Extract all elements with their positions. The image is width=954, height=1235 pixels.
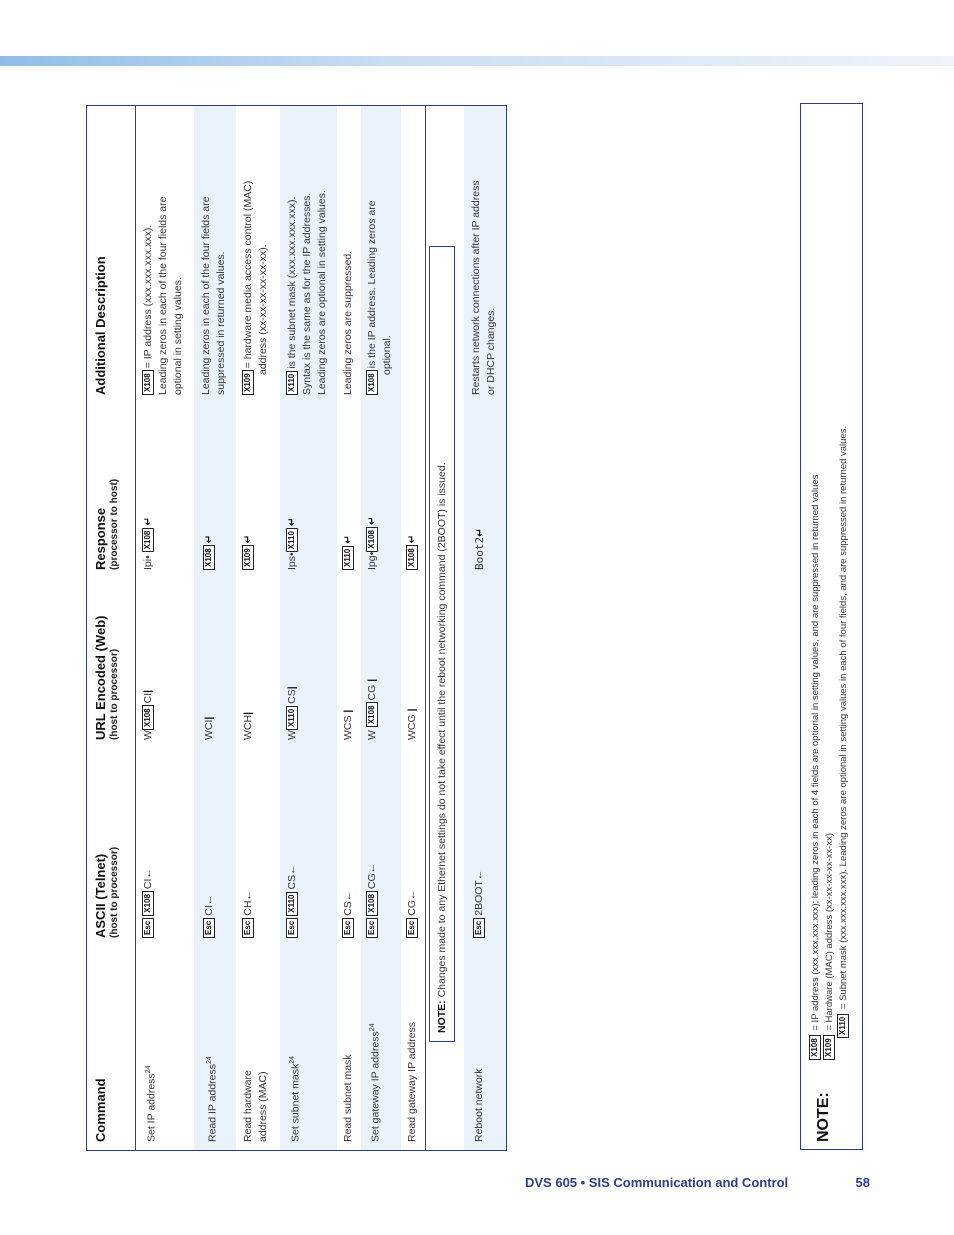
description: Leading zeros in each of the four fields are suppressed in returned values.: [200, 196, 227, 395]
esc-key-icon: Esc: [406, 918, 418, 938]
table-row: Read IP address$^{24}$ EscCI← WCI| X108↵ Leading zeros in each of the four fields are suppressed in returned values.: [194, 106, 236, 1150]
footer-title: DVS 605 • SIS Communication and Control: [525, 1175, 789, 1190]
ascii-cmd: EscX108CI←: [141, 868, 156, 938]
variable-box: X110: [286, 706, 298, 730]
esc-key-icon: Esc: [342, 918, 354, 938]
command-label: Read gateway IP address: [406, 1021, 418, 1142]
table-row: Set IP address$^{24}$ EscX108CI← WX108CI| Ipi• X108↵ X108= IP address (xxx.xxx.xxx.xxx). Leading zeros in each of the four fields are optional in setting values.: [137, 106, 194, 1150]
ascii-cmd: EscCS←: [341, 891, 356, 938]
url-cmd: WX110CS|: [286, 686, 298, 740]
response: [341, 535, 356, 570]
command-label: Set subnet mask: [289, 1063, 302, 1142]
url-cmd: WCI|: [203, 716, 215, 740]
enter-icon: ←: [366, 862, 378, 874]
variable-box: X108: [366, 702, 378, 727]
ascii-cmd: EscX108CG←: [365, 863, 380, 938]
pipe-icon: |: [242, 711, 254, 715]
return-icon: ↵: [242, 534, 254, 544]
footnote-box: [800, 103, 863, 1150]
description: X110is the subnet mask (xxx.xxx.xxx.xxx). Syntax is the same as for the IP addresses. Leading zeros are optional in setting values.: [286, 190, 328, 395]
pipe-icon: |: [406, 708, 418, 712]
response: Ipi• X108↵: [142, 516, 154, 570]
variable-box: X108: [366, 891, 378, 916]
command-label: Reboot network: [473, 1068, 485, 1142]
variable-box: X109: [242, 370, 254, 395]
pipe-icon: |: [286, 686, 298, 690]
return-icon: ↵: [142, 516, 154, 526]
response: Ips•X110↵: [286, 517, 298, 570]
header-band: [0, 56, 954, 66]
response: [241, 535, 256, 571]
enter-icon: ←: [473, 869, 485, 881]
divider: [425, 106, 426, 1150]
ascii-cmd: Esc2BOOT←: [472, 870, 487, 938]
response: Ipg•X108↵: [366, 516, 378, 570]
url-cmd: WCG |: [406, 708, 418, 740]
url-cmd: W X108CG |: [366, 678, 378, 740]
variable-box: X108: [809, 1035, 821, 1060]
pipe-icon: |: [142, 689, 154, 693]
return-icon: ↵: [203, 534, 215, 544]
ascii-cmd: EscCH←: [241, 890, 256, 938]
enter-icon: ←: [406, 889, 418, 901]
note-box: NOTE: Changes made to any Ethernet settings do not take effect until the reboot networking command (2BOOT) is issued.: [429, 246, 455, 1042]
response: Boot2↵: [473, 528, 486, 570]
variable-box: X109: [242, 545, 254, 570]
variable-box: X110: [342, 546, 354, 570]
variable-box: X108: [366, 527, 378, 552]
variable-box: X110: [837, 1014, 849, 1038]
url-cmd: WCH|: [242, 711, 254, 740]
enter-icon: ←: [342, 890, 354, 902]
variable-box: X108: [142, 528, 154, 553]
description: X108is the IP address. Leading zeros are optional.: [365, 115, 395, 395]
variable-box: X108: [142, 891, 154, 916]
response: [405, 535, 420, 571]
command-table: [86, 105, 507, 1151]
table-row: [464, 106, 506, 1150]
command-label: Read subnet mask: [342, 1054, 354, 1142]
footnote-title: NOTE:: [815, 1092, 832, 1142]
enter-icon: ←: [142, 868, 154, 879]
return-icon: ↵: [474, 528, 486, 537]
return-icon: ↵: [406, 534, 418, 544]
variable-box: X110: [286, 528, 298, 552]
enter-icon: ←: [203, 894, 215, 906]
page-number: 58: [855, 1175, 870, 1190]
esc-key-icon: Esc: [473, 918, 485, 938]
esc-key-icon: Esc: [286, 918, 298, 938]
table-row: Set gateway IP address$^{24}$ EscX108CG← W X108CG | Ipg•X108↵ X108is the IP address. Leading zeros are optional.: [361, 106, 401, 1150]
col-url-header: URL Encoded (Web) (host to processor): [93, 615, 120, 740]
variable-box: X108: [406, 545, 418, 570]
col-description-header: Additional Description: [93, 256, 108, 395]
ascii-cmd: EscCG←: [405, 890, 420, 938]
variable-box: X108: [142, 370, 154, 395]
ascii-cmd: EscX110CS←: [285, 864, 300, 938]
command-label: Read hardware: [242, 1070, 254, 1142]
table-row: [401, 106, 425, 1150]
col-response-header: Response (processor to host): [93, 478, 120, 570]
enter-icon: ←: [242, 890, 254, 901]
variable-box: X108: [142, 705, 154, 730]
esc-key-icon: Esc: [366, 918, 378, 938]
return-icon: ↵: [342, 534, 354, 544]
variable-box: X109: [823, 1035, 835, 1060]
variable-box: X110: [286, 371, 298, 395]
pipe-icon: |: [342, 709, 354, 713]
description: Restarts network connections after IP address or DHCP changes.: [470, 180, 497, 395]
footnote-line: X108 = IP address (xxx.xxx.xxx.xxx); leading zeros in each of 4 fields are optional in setting values, and are suppressed in returned values: [809, 475, 821, 1060]
esc-key-icon: Esc: [142, 918, 154, 938]
command-label: Set IP address: [145, 1073, 158, 1142]
command-label: Read IP address: [206, 1063, 219, 1142]
description: Leading zeros are suppressed.: [342, 250, 354, 395]
pipe-icon: |: [203, 716, 215, 720]
command-label: Set gateway IP address: [369, 1031, 382, 1142]
table-row: [337, 106, 361, 1150]
table-row: Read hardware address (MAC) EscCH← WCH| X109↵ X109= hardware media access control (MAC) address (xx-xx-xx-xx-xx-xx).: [236, 106, 280, 1150]
pipe-icon: |: [366, 678, 378, 682]
note-label: NOTE:: [436, 1000, 448, 1033]
esc-key-icon: Esc: [242, 918, 254, 938]
description: X109= hardware media access control (MAC) address (xx-xx-xx-xx-xx-xx).: [241, 115, 271, 395]
esc-key-icon: Esc: [203, 918, 215, 938]
footnote-line: X110 = Subnet mask (xxx.xxx.xxx.xxx). Leading zeros are optional in setting values in each of four fields, and are suppressed in returned values.: [837, 426, 849, 1038]
variable-box: X110: [286, 892, 298, 916]
ascii-cmd: EscCI←: [202, 895, 217, 938]
table-row: Set subnet mask$^{24}$ EscX110CS← WX110CS| Ips•X110↵ X110is the subnet mask (xxx.xxx.xxx.xxx). Syntax is the same as for the IP addresses. Leading zeros are optional in setting values.: [280, 106, 337, 1150]
footnote-line: X109 = Hardware (MAC) address (xx-xx-xx-xx-xx-xx): [823, 833, 835, 1060]
url-cmd: WX108CI|: [142, 689, 154, 740]
description: X108= IP address (xxx.xxx.xxx.xxx). Leading zeros in each of the four fields are optional in setting values.: [142, 196, 184, 395]
url-cmd: WCS |: [342, 709, 354, 740]
variable-box: X108: [366, 370, 378, 395]
enter-icon: ←: [286, 864, 298, 875]
col-command-header: Command: [93, 1078, 108, 1142]
variable-box: X108: [203, 545, 215, 570]
table-header: [87, 106, 136, 1150]
return-icon: ↵: [286, 517, 298, 527]
response: [202, 535, 217, 571]
return-icon: ↵: [366, 516, 378, 526]
col-ascii-header: ASCII (Telnet) (host to processor): [93, 846, 120, 938]
page-footer: [525, 1175, 870, 1190]
